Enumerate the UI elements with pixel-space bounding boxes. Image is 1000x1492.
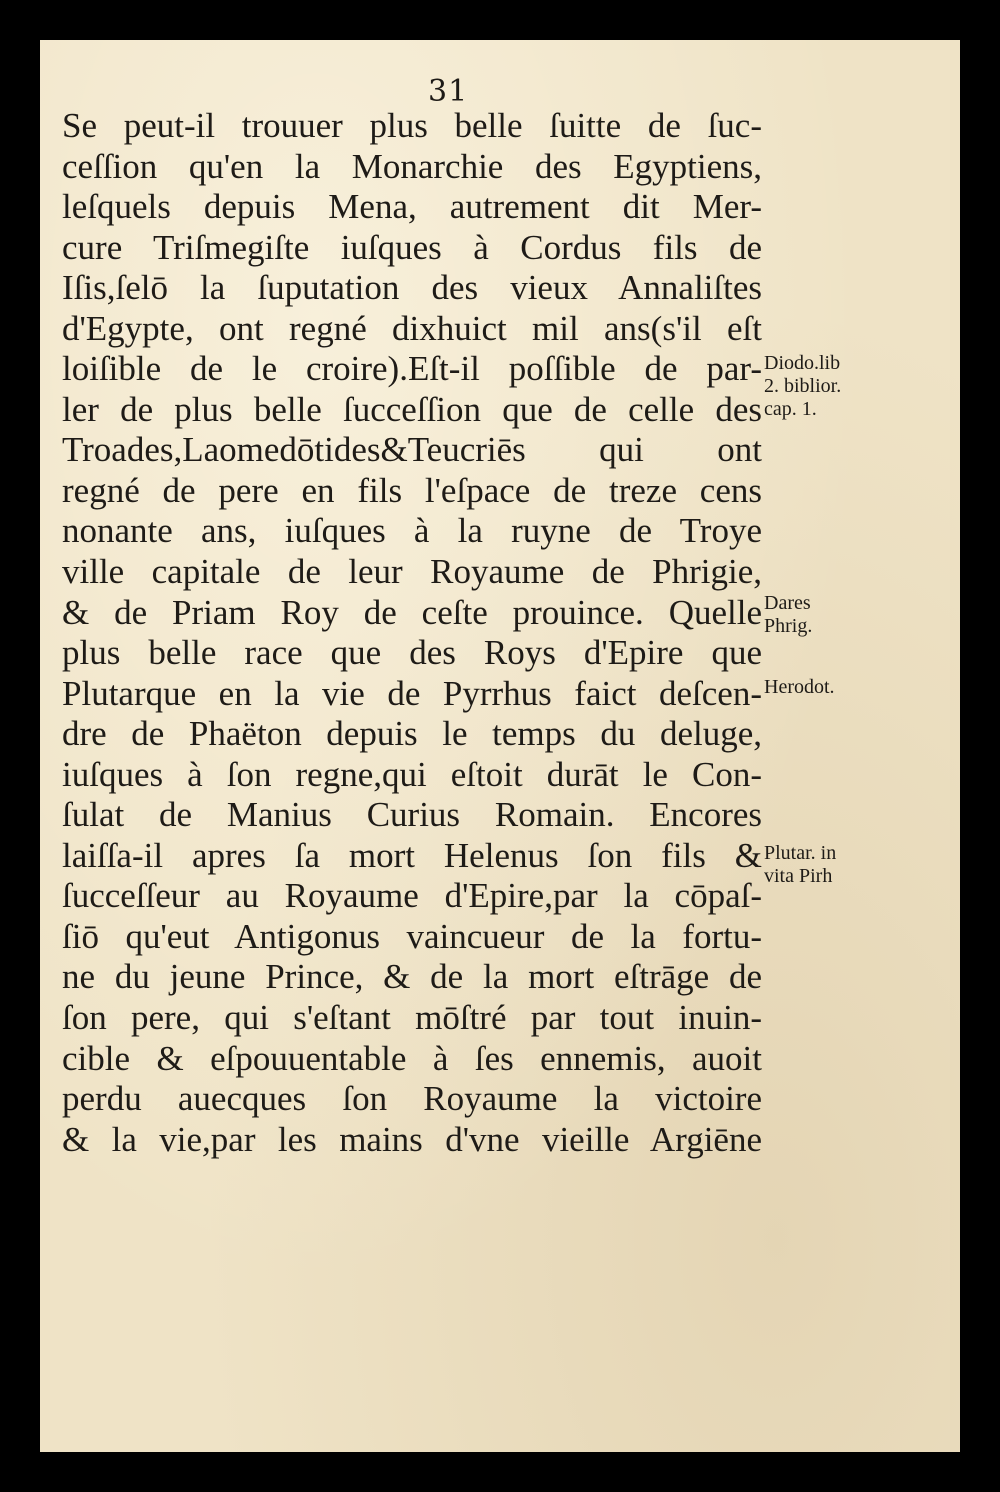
text-line: laiſſa-il apres ſa mort Helenus ſon fils & — [62, 835, 762, 875]
text-line: leſquels depuis Mena, autrement dit Mer- — [62, 187, 762, 227]
text-line: perdu auecques ſon Royaume la victoire — [62, 1079, 762, 1119]
margin-note-plutarch — [764, 842, 836, 888]
text-line: plus belle race que des Roys d'Epire que — [62, 633, 762, 673]
text-line: ſiō qu'eut Antigonus vaincueur de la fortu- — [62, 916, 762, 956]
text-line: ſon pere, qui s'eſtant mōſtré par tout inuin- — [62, 998, 762, 1038]
text-line: Se peut-il trouuer plus belle ſuitte de ſuc- — [62, 106, 762, 145]
margin-note-line: Phrig. — [764, 615, 813, 637]
margin-note-dares — [764, 592, 812, 638]
text-line: Plutarque en la vie de Pyrrhus faict deſcen- — [62, 673, 762, 713]
margin-note-line: Dares — [764, 592, 811, 614]
margin-note-line: 2. biblior. — [764, 375, 842, 397]
text-line: d'Egypte, ont regné dixhuict mil ans(s'il eſt — [62, 308, 762, 348]
body-text — [62, 106, 762, 1160]
text-line: ler de plus belle ſucceſſion que de celle des — [62, 389, 762, 429]
margin-note-line: vita Pirh — [764, 865, 833, 887]
margin-note-diodorus — [764, 352, 841, 421]
text-line: loiſible de le croire).Eſt-il poſſible de par- — [62, 349, 762, 389]
margin-note-herodotus — [764, 676, 835, 699]
text-line: cure Triſmegiſte iuſques à Cordus fils de — [62, 227, 762, 267]
text-line: iuſques à ſon regne,qui eſtoit durāt le Con- — [62, 754, 762, 794]
margin-note-line: Diodo.lib — [764, 352, 841, 374]
text-line: & la vie,par les mains d'vne vieille Argiēne — [62, 1119, 762, 1159]
margin-note-line: Herodot. — [764, 676, 835, 698]
text-line: ne du jeune Prince, & de la mort eſtrāge de — [62, 957, 762, 997]
margin-note-line: cap. 1. — [764, 398, 817, 420]
text-line: dre de Phaëton depuis le temps du deluge, — [62, 714, 762, 754]
text-line: regné de pere en fils l'eſpace de treze cens — [62, 470, 762, 510]
text-line: Troades,Laomedōtides&Teucriēs qui ont — [62, 430, 762, 470]
text-line: Iſis,ſelō la ſuputation des vieux Annaliſtes — [62, 268, 762, 308]
page-number: 31 — [428, 74, 469, 109]
text-line: ſucceſſeur au Royaume d'Epire,par la cōpaſ- — [62, 876, 762, 916]
text-line: ville capitale de leur Royaume de Phrigie, — [62, 552, 762, 592]
text-line: & de Priam Roy de ceſte prouince. Quelle — [62, 592, 762, 632]
book-page — [40, 40, 960, 1452]
margin-note-line: Plutar. in — [764, 842, 837, 864]
text-line: ſulat de Manius Curius Romain. Encores — [62, 795, 762, 835]
text-line: cible & eſpouuentable à ſes ennemis, auoit — [62, 1038, 762, 1078]
text-line: ceſſion qu'en la Monarchie des Egyptiens, — [62, 146, 762, 186]
text-line: nonante ans, iuſques à la ruyne de Troye — [62, 511, 762, 551]
